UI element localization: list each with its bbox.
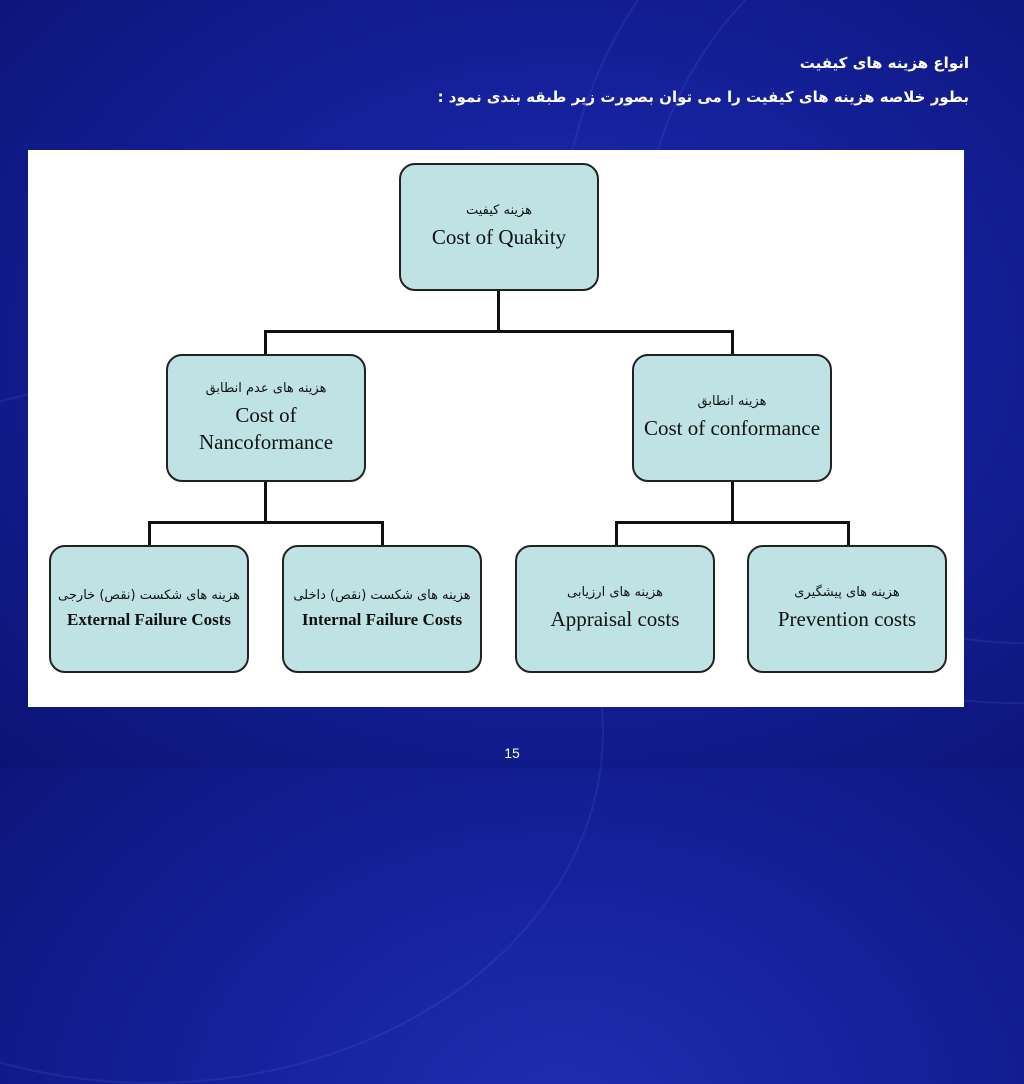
slide-title: انواع هزینه های کیفیت [799, 54, 969, 72]
connector-line [731, 482, 734, 523]
node-label-en: Prevention costs [777, 607, 917, 632]
node-label-en: Appraisal costs [550, 607, 680, 632]
node-cost-of-nonconformance [166, 354, 366, 482]
node-label-fa: هزینه های شکست (نقص) خارجی [58, 587, 240, 603]
node-appraisal-costs [515, 545, 715, 673]
slide-subtitle: بطور خلاصه هزینه های کیفیت را می توان بصورت زیر طبقه بندی نمود : [437, 88, 969, 106]
node-label-en: Cost of conformance [643, 416, 821, 441]
connector-line [264, 330, 734, 333]
connector-line [615, 521, 850, 524]
connector-line [615, 521, 618, 546]
node-label-en: External Failure Costs [66, 609, 231, 629]
node-label-fa: هزینه انطابق [697, 394, 767, 410]
node-label-en: Internal Failure Costs [301, 609, 463, 629]
node-label-fa: هزینه های ارزیابی [567, 585, 663, 601]
connector-line [847, 521, 850, 546]
node-label-en: Nancoformance [198, 429, 334, 454]
node-prevention-costs [747, 545, 947, 673]
connector-line [264, 330, 267, 354]
node-label-fa: هزینه های پیشگیری [794, 585, 900, 601]
connector-line [264, 482, 267, 523]
connector-line [497, 290, 500, 332]
connector-line [731, 330, 734, 354]
node-cost-of-quality [399, 163, 599, 291]
node-label-fa: هزینه های عدم انطابق [205, 381, 327, 397]
node-external-failure-costs [49, 545, 249, 673]
node-label-en: Cost of [235, 403, 297, 428]
connector-line [381, 521, 384, 546]
node-cost-of-conformance [632, 354, 832, 482]
connector-line [148, 521, 151, 546]
connector-line [148, 521, 384, 524]
node-label-fa: هزینه های شکست (نقص) داخلی [293, 587, 471, 603]
diagram-panel [28, 150, 964, 707]
page-number: 15 [504, 745, 520, 761]
node-label-fa: هزینه کیفیت [465, 203, 533, 219]
node-internal-failure-costs [282, 545, 482, 673]
node-label-en: Cost of Quakity [431, 225, 567, 250]
